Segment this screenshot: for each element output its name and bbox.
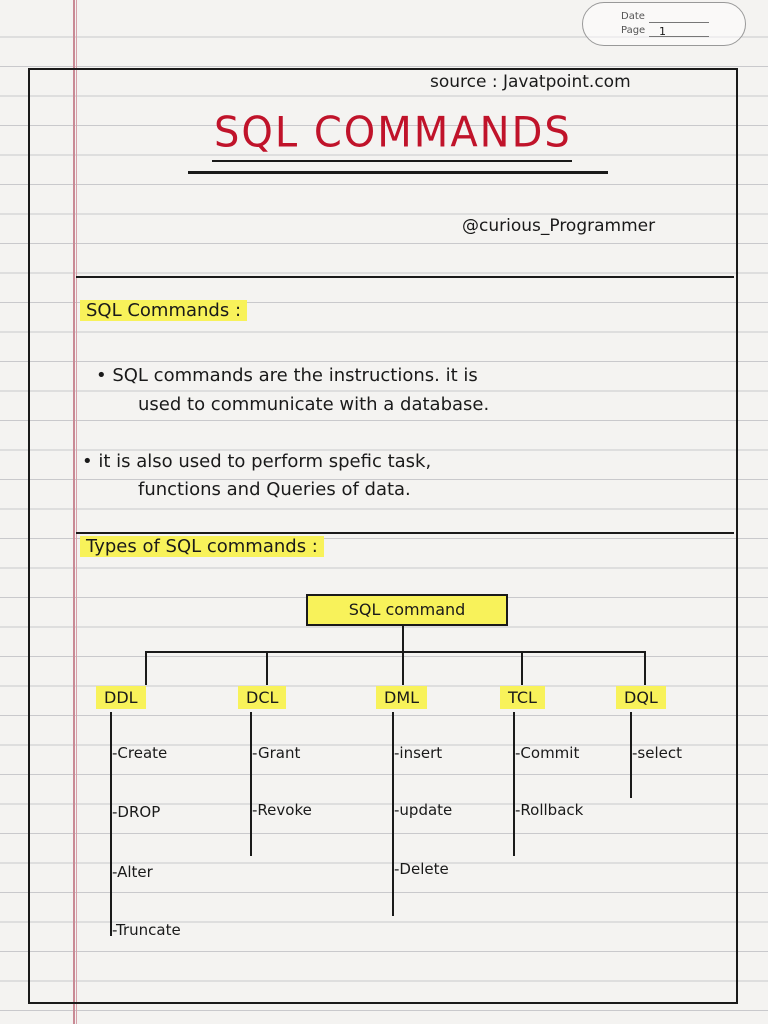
- cmd-revoke: -Revoke: [252, 801, 312, 819]
- branch-dql: [644, 651, 646, 685]
- cmd-truncate: -Truncate: [112, 921, 181, 939]
- cmd-drop: -DROP: [112, 803, 161, 821]
- page-label: Page: [621, 25, 646, 36]
- cmd-insert: -insert: [394, 744, 443, 762]
- date-line: [649, 22, 709, 23]
- date-page-box: [582, 2, 746, 46]
- tree-root-sql-command: SQL command: [306, 594, 508, 626]
- branch-bar: [145, 651, 645, 653]
- title-underline-double: [188, 171, 608, 174]
- root-connector: [402, 624, 404, 652]
- branch-tcl: [521, 651, 523, 685]
- branch-ddl: [145, 651, 147, 685]
- cmd-select: -select: [632, 744, 682, 762]
- bullet-1-line-2: used to communicate with a database.: [138, 394, 490, 415]
- page-number: 1: [659, 25, 666, 38]
- bullet-2-line-2: functions and Queries of data.: [138, 479, 411, 500]
- cmd-grant: -Grant: [252, 744, 301, 762]
- stem-dcl: [250, 712, 252, 856]
- page-title: SQL COMMANDS: [214, 108, 572, 158]
- cmd-rollback: -Rollback: [515, 801, 584, 819]
- stem-tcl: [513, 712, 515, 856]
- category-tcl: TCL: [500, 686, 545, 709]
- category-dml: DML: [376, 686, 427, 709]
- divider-2: [76, 532, 734, 534]
- title-underline: [212, 160, 572, 162]
- cmd-delete: -Delete: [394, 860, 449, 878]
- page-line: [649, 36, 709, 37]
- author-handle: @curious_Programmer: [462, 216, 656, 236]
- divider-1: [76, 276, 734, 278]
- category-ddl: DDL: [96, 686, 146, 709]
- section-heading-types: Types of SQL commands :: [80, 536, 324, 557]
- source-note: source : Javatpoint.com: [430, 72, 631, 92]
- cmd-commit: -Commit: [515, 744, 580, 762]
- cmd-update: -update: [394, 801, 453, 819]
- date-label: Date: [621, 11, 645, 22]
- category-dql: DQL: [616, 686, 666, 709]
- bullet-2-line-1: • it is also used to perform spefic task,: [82, 451, 432, 472]
- cmd-alter: -Alter: [112, 863, 153, 881]
- category-dcl: DCL: [238, 686, 286, 709]
- cmd-create: -Create: [112, 744, 168, 762]
- branch-dcl: [266, 651, 268, 685]
- branch-dml: [402, 651, 404, 685]
- section-heading-sql-commands: SQL Commands :: [80, 300, 247, 321]
- bullet-1-line-1: • SQL commands are the instructions. it is: [96, 365, 478, 386]
